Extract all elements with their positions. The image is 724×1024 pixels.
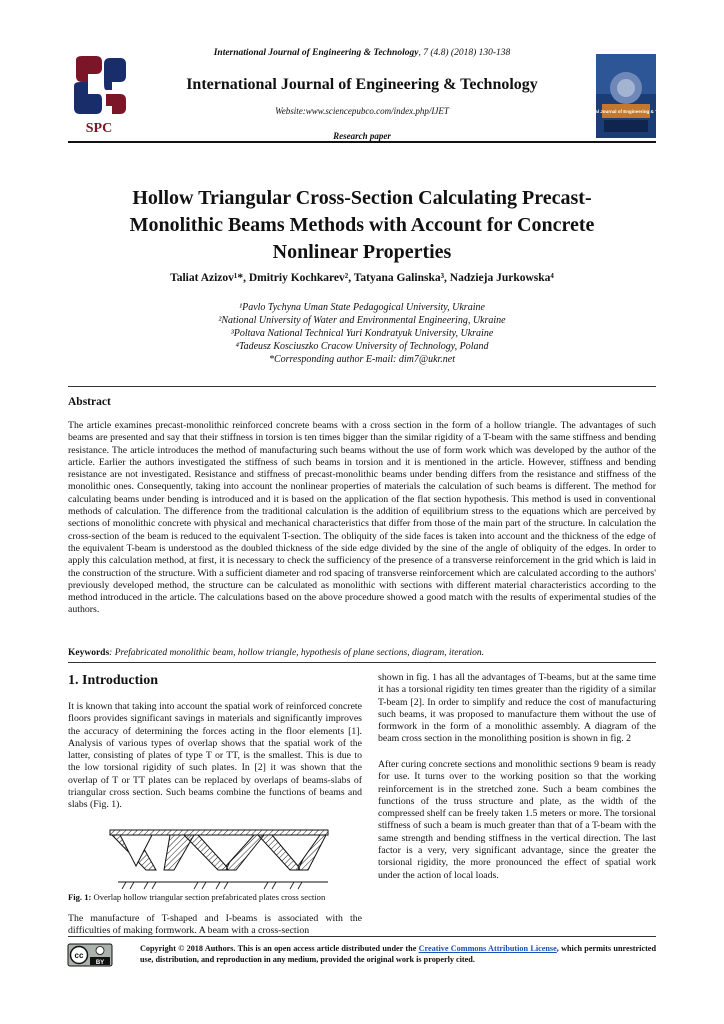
spc-logo xyxy=(68,54,130,138)
corresponding-author: *Corresponding author E-mail: dim7@ukr.net xyxy=(268,354,456,365)
intro-left-paragraph-2: The manufacture of T-shaped and I-beams is associated with the difficulties of making formwork. A beam with a cross-section xyxy=(68,913,362,937)
footer-rule xyxy=(68,936,656,937)
keywords xyxy=(68,648,484,658)
intro-left-paragraph-1: It is known that taking into account the spatial work of reinforced concrete floors provides significant savings in materials and significantly improves the accuracy of determining the forces acting in the floor elements [1]. Analysis of various types of overlap shows that the spatial work of the latter, consisting of plates of type T or TT, is the smallest. This is due to the low torsional rigidity of such plates. In [2] it was shown that the overlap of T or TT plates can be replaced by overlaps of beams-slabs of triangular cross section. Such beams combine the functions of beams and slabs (Fig. 1). xyxy=(68,701,362,811)
journal-website[interactable]: Website:www.sciencepubco.com/index.php/IJET xyxy=(275,106,449,116)
keywords-rule xyxy=(68,662,656,663)
cc-by-license-icon[interactable] xyxy=(68,944,112,966)
cc-text: cc xyxy=(74,951,84,960)
affiliation-4: ⁴Tadeusz Kosciuszko Cracow University of Technology, Poland xyxy=(235,341,489,352)
header-rule xyxy=(68,141,656,143)
figure-1-label: Fig. 1: xyxy=(68,892,92,902)
abstract-text: The article examines precast-monolithic reinforced concrete beams with a cross section in the form of a hollow triangle. The advantages of such beams are presented and say that their stiffness in torsion is ten times bigger than the similar rigidity of a T-beam with the same stiffness and bending resistance. The article introduces the method of manufacturing such beams without the use of form work which was developed by the author of the article. Earlier the authors investigated the stiffness of such beams in torsion and it is mentioned in the article. However, stiffness and bending resistance are not investigated. Resistance and stiffness of precast-monolithic beams under bending differs from the resistance and stiffness of the monolithic ones. Consequently, taking into account the nonlinear properties of materials the calculation of such beams is different. The method for calculating beams under bending is introduced and it is based on the application of the flat section hypothesis. This method is used in conventional methods of calculation. The difference from the traditional calculation is the addition of equilibrium stress to the equations which are perceived by sections of monolithic concrete with physical and mechanical characteristics that differ from those of the main part of the structure. In calculation the cross-section of the beam is reduced to the equivalent T-section. The obliquity of the side faces is taken into account and the thickness of the edge of the equivalent T-beam is understood as the doubled thickness of the side edge divided by the sine of the angle of obliquity of the edges. In order to apply this calculation method, at first, it is necessary to check the sufficiency of the presence of a transverse reinforcement in the grid which is laid in the construction of the structure. With a sufficient diameter and rod spacing of transverse reinforcement which are calculated according to the authors' previously developed method, the structure can be calculated as monolithic with sections with different material characteristics according to the method introduced in the article. The calculations based on the above procedure showed a good match with the results of experimental studies of the authors. xyxy=(68,420,656,616)
keywords-text: : Prefabricated monolithic beam, hollow triangle, hypothesis of plane sections, diagram, iteration. xyxy=(109,648,485,658)
logo-text: SPC xyxy=(85,121,113,136)
intro-right-paragraph-2: After curing concrete sections and monolithic sections 9 beam is ready for use. It turns over to the working position so that the working reinforcement is in the stretched zone. Such a beam combines the functions of the truss structure and plate, as the width of the compressed shelf can be freely taken 1.5 meters or more. The torsional stiffness of such a beam is much greater than that of a T-beam with the same strength and bending stiffness in the vertical direction. The last factor is a very, very significant advantage, since the greater the torsional rigidity, the more pronounced the effect of spatial work under the action of local loads. xyxy=(378,759,656,881)
journal-cover xyxy=(572,54,680,138)
figure-1-caption xyxy=(68,892,325,902)
cc-license-link[interactable]: Creative Commons Attribution License xyxy=(418,944,557,953)
affiliation-1: ¹Pavlo Tychyna Uman State Pedagogical University, Ukraine xyxy=(239,302,485,313)
paper-type: Research paper xyxy=(333,131,391,141)
paper-title: Hollow Triangular Cross-Section Calculating Precast-Monolithic Beams Methods with Account for Concrete Nonlinear Properties xyxy=(129,187,595,263)
by-text: BY xyxy=(95,960,105,966)
abstract-heading: Abstract xyxy=(68,396,111,408)
cover-text: International Journal of Engineering & Technology xyxy=(572,109,680,114)
intro-right-paragraph-1: shown in fig. 1 has all the advantages of T-beams, but at the same time it has a torsional rigidity ten times greater than the rigidity of a similar T-beam [2]. In order to simplify and reduce the cost of manufacturing such beams, it was proposed to manufacture them without the use of formwork in the form of a monolithic assembly. A diagram of the beam cross section in the monolithing position is shown in fig. 2 xyxy=(378,672,656,745)
citation-journal: International Journal of Engineering & Technology xyxy=(213,48,419,58)
copyright-post: , which permits unrestricted use, distribution, and reproduction in any medium, provided the original work is properly cited. xyxy=(140,944,656,964)
affiliation-2: ²National University of Water and Environmental Engineering, Ukraine xyxy=(218,315,506,326)
figure-1 xyxy=(68,820,362,892)
keywords-label: Keywords xyxy=(68,648,110,658)
affiliation-3: ³Poltava National Technical Yuri Kondratyuk University, Ukraine xyxy=(230,328,494,339)
journal-title: International Journal of Engineering & Technology xyxy=(186,76,538,93)
section-heading-introduction: 1. Introduction xyxy=(68,673,158,688)
authors: Taliat Azizov¹*, Dmitriy Kochkarev², Tatyana Galinska³, Nadzieja Jurkowska⁴ xyxy=(170,272,554,284)
citation-ref: , 7 (4.8) (2018) 130-138 xyxy=(418,48,511,58)
abstract-top-rule xyxy=(68,386,656,387)
figure-1-caption-text: Overlap hollow triangular section prefabricated plates cross section xyxy=(91,892,326,902)
copyright-notice xyxy=(140,943,656,965)
copyright-pre: Copyright © 2018 Authors. This is an open access article distributed under the xyxy=(140,944,419,953)
